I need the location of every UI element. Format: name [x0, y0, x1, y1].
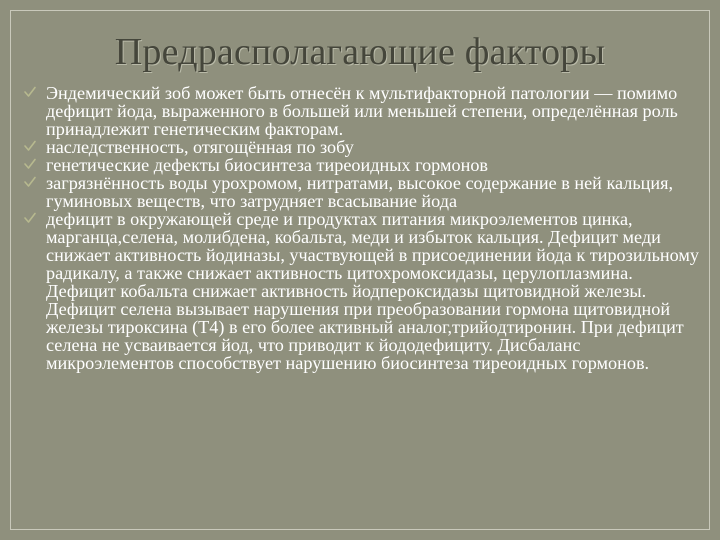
bullet-list — [22, 84, 702, 372]
list-item-text: дефицит в окружающей среде и продуктах питания микроэлементов цинка, марганца,селена, молибдена, кобальта, меди и избыток кальция. Дефицит меди снижает активность йодиназы, участвующей в присоединении йода к тирозильному радикалу, а также снижает активность цитохромоксидазы, церулоплазмина. Дефицит кобальта снижает активность йодпероксидазы щитовидной железы. Дефицит селена вызывает нарушения при преобразовании гормона щитовидной железы тироксина (Т4) в его более активный аналог,трийодтиронин. При дефицит селена не усваивается йод, что приводит к йододефициту. Дисбаланс микроэлементов способствует нарушению биосинтеза тиреоидных гормонов. — [46, 209, 700, 373]
checkmark-icon — [23, 85, 37, 99]
list-item — [22, 210, 702, 372]
list-item — [22, 156, 702, 174]
checkmark-icon — [23, 157, 37, 171]
checkmark-icon — [23, 139, 37, 153]
list-item-text: загрязнённость воды урохромом, нитратами, высокое содержание в ней кальция, гуминовых веществ, что затрудняет всасывание йода — [46, 173, 673, 211]
list-item-text: генетические дефекты биосинтеза тиреоидных гормонов — [46, 155, 489, 175]
list-item — [22, 84, 702, 138]
slide-title: Предрасполагающие факторы — [114, 31, 606, 73]
list-item-text: наследственность, отягощённая по зобу — [46, 137, 354, 157]
list-item-text: Эндемический зоб может быть отнесён к мультифакторной патологии — помимо дефицит йода, выраженного в большей или меньшей степени, определённая роль принадлежит генетическим факторам. — [46, 83, 678, 139]
list-item — [22, 174, 702, 210]
checkmark-icon — [23, 175, 37, 189]
checkmark-icon — [23, 211, 37, 225]
list-item — [22, 138, 702, 156]
